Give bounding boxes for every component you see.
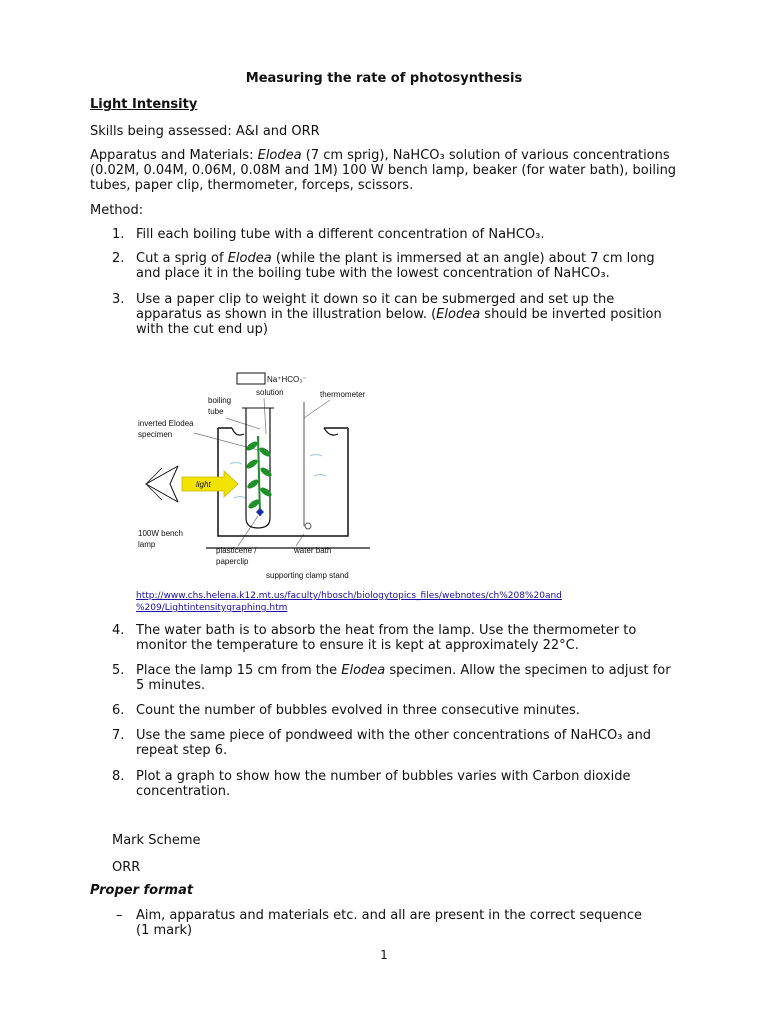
plasticene-label-1: plasticene / [216, 546, 257, 555]
water-bath-label: water bath [294, 546, 332, 555]
page-number: 1 [380, 948, 388, 962]
section-heading: Light Intensity [90, 97, 198, 112]
proper-format-heading: Proper format [90, 883, 194, 898]
bullet-dash: – [116, 908, 123, 923]
solution-label-box [237, 373, 265, 384]
clamp-stand-label: supporting clamp stand [266, 571, 349, 580]
source-link[interactable]: http://www.chs.helena.k12.mt.us/faculty/hbosch/biologytopics_files/webnotes/ch%208%20and %209/Lightintensitygraphing.htm [136, 591, 562, 613]
bench-lamp [146, 466, 178, 502]
lamp-label-1: 100W bench [138, 529, 183, 538]
inverted-elodea-label: inverted Elodea [138, 419, 194, 428]
paperclip-weight [256, 508, 264, 516]
bullet-text: Aim, apparatus and materials etc. and all are present in the correct sequence (1 mark) [136, 908, 643, 938]
orr-label: ORR [112, 860, 141, 875]
method-label: Method: [90, 203, 144, 218]
lamp-label-2: lamp [138, 540, 156, 549]
solution-label: solution [256, 388, 284, 397]
mark-scheme-label: Mark Scheme [112, 833, 201, 848]
na-hco3-label: Na⁺HCO₃⁻ [267, 375, 307, 384]
page-title: Measuring the rate of photosynthesis [245, 71, 523, 86]
document-page: Measuring the rate of photosynthesis Light Intensity Skills being assessed: A&I and ORR Apparatus and Materials: Elodea (7 cm sprig), NaHCO₃ solution of various concentrations (0.02M, 0.04M, 0.06M, 0.08M and 1M) 100 W bench lamp, beaker (for water bath), boiling tubes, paper clip, thermometer, forceps, scissors. Method: 1. Fill each boiling tube with a different concentration of NaHCO₃. 2. Cut a sprig of Elodea (while the plant is immersed at an angle) about 7 cm long and place it in the boiling tube with the lowest concentration of NaHCO₃. 3. Use a paper clip to weight it down so it can be submerged and set up the apparatus as shown in the illustration below. (Elodea should be inverted position with the cut end up) Na⁺HCO₃⁻ solution boiling tube thermometer inverted Elodea specimen 100W bench lamp plasticene / paperclip water bath supporting clamp stand light http://www.chs.helena.k12.mt.us/faculty/hbosch/biologytopics_files/webnotes/ch%208%20and %209/Lightintensitygraphing.htm 4. The water bath is to absorb the heat from the lamp. Use the thermometer to monitor the temperature to ensure it is kept at approximately 22°C. 5. Place the lamp 15 cm from the Elodea specimen. Allow the specimen to adjust for 5 minutes. 6. Count the number of bubbles evolved in three consecutive minutes. 7. Use the same piece of pondweed with the other concentrations of NaHCO₃ and repeat step 6. 8. Plot a graph to show how the number of bubbles varies with Carbon dioxide concentration. Mark Scheme ORR Proper format – Aim, apparatus and materials etc. and all are present in the correct sequence (1 mark) 1 [0, 0, 768, 1024]
skills-line: Skills being assessed: A&I and ORR [90, 124, 320, 139]
light-label: light [196, 480, 211, 489]
elodea-plant [246, 436, 273, 516]
apparatus-diagram [134, 368, 384, 583]
specimen-label: specimen [138, 430, 173, 439]
boiling-label: boiling [208, 396, 232, 405]
thermometer-label: thermometer [320, 390, 366, 399]
apparatus-paragraph: Apparatus and Materials: Elodea (7 cm sprig), NaHCO₃ solution of various concentrations (0.02M, 0.04M, 0.06M, 0.08M and 1M) 100 W bench lamp, beaker (for water bath), boiling tubes, paper clip, thermometer, forceps, scissors. [90, 148, 677, 193]
tube-label: tube [208, 407, 224, 416]
plasticene-label-2: paperclip [216, 557, 249, 566]
